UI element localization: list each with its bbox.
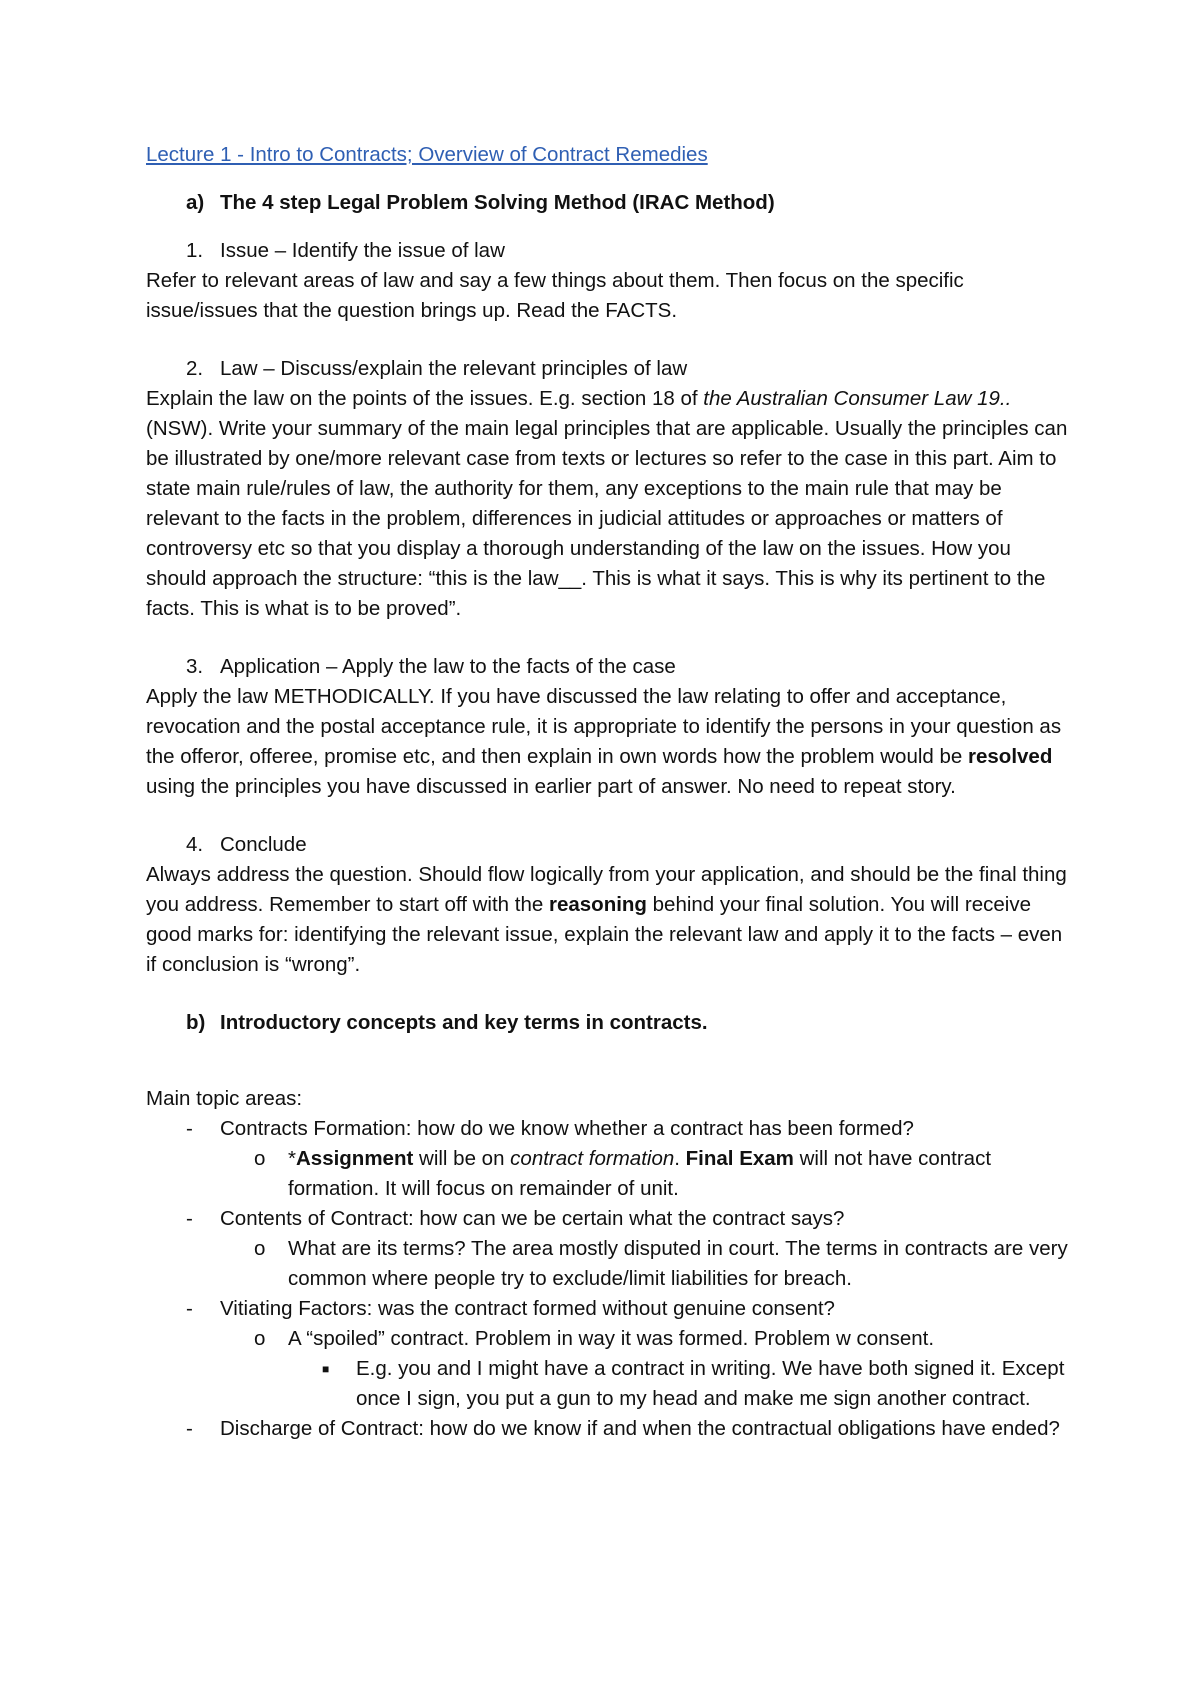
list-item-text: E.g. you and I might have a contract in writing. We have both signed it. Except once I sign, you put a gun to my head and make me sign another contract.	[356, 1357, 1065, 1410]
list-item-text: Discharge of Contract: how do we know if and when the contractual obligations have ended?	[220, 1417, 1060, 1440]
list-item-text: Contracts Formation: how do we know whether a contract has been formed?	[220, 1117, 914, 1140]
step-issue-body: Refer to relevant areas of law and say a few things about them. Then focus on the specific issue/issues that the question brings up. Read the FACTS.	[146, 269, 964, 322]
text-run: *	[288, 1147, 296, 1170]
step-issue-heading	[146, 236, 1076, 266]
section-b-heading	[146, 1008, 1076, 1038]
step-title: Conclude	[220, 833, 307, 856]
list-subitem-assignment	[146, 1144, 1076, 1204]
list-item-discharge	[146, 1414, 1076, 1444]
list-item-text: Vitiating Factors: was the contract formed without genuine consent?	[220, 1297, 835, 1320]
list-item-formation	[146, 1114, 1076, 1144]
document-page	[146, 140, 1076, 1444]
section-b-title: Introductory concepts and key terms in contracts.	[220, 1011, 708, 1034]
text-run: will not have contract formation. It will focus on remainder of unit.	[288, 1147, 992, 1200]
section-b-label: b)	[186, 1011, 206, 1034]
italic-term: contract formation	[510, 1147, 675, 1170]
step-conclude-heading	[146, 830, 1076, 860]
text-run: using the principles you have discussed in earlier part of answer. No need to repeat story.	[146, 775, 956, 798]
list-item-text: Contents of Contract: how can we be certain what the contract says?	[220, 1207, 845, 1230]
lecture-title[interactable]: Lecture 1 - Intro to Contracts; Overview of Contract Remedies	[146, 143, 708, 166]
text-run: Apply the law METHODICALLY. If you have discussed the law relating to offer and acceptance, revocation and the postal acceptance rule, it is appropriate to identify the persons in your question as the offeror, offeree, promise etc, and then explain in own words how the problem would be	[146, 685, 1062, 768]
list-subitem-spoiled	[146, 1324, 1076, 1354]
step-title: Application – Apply the law to the facts of the case	[220, 655, 676, 678]
list-item-text	[288, 1144, 1076, 1204]
bold-term: Assignment	[295, 1147, 414, 1170]
section-a-title: The 4 step Legal Problem Solving Method (IRAC Method)	[220, 191, 775, 214]
text-run: (NSW). Write your summary of the main legal principles that are applicable. Usually the principles can be illustrated by one/more relevant case from texts or lectures so refer to the case in this part. Aim to state main rule/rules of law, the authority for them, any exceptions to the main rule that may be relevant to the facts in the problem, differences in judicial attitudes or approaches or matters of controversy etc so that you display a thorough understanding of the law on the issues. How you should approach the structure: “this is the law__. This is what it says. This is why its pertinent to the facts. This is what is to be proved”.	[146, 417, 1068, 620]
step-application-heading	[146, 652, 1076, 682]
dash-bullet: -	[186, 1207, 193, 1230]
bold-term: Final Exam	[685, 1147, 794, 1170]
dash-bullet: -	[186, 1297, 193, 1320]
step-title: Law – Discuss/explain the relevant principles of law	[220, 357, 688, 380]
list-item-vitiating	[146, 1294, 1076, 1324]
circle-bullet: o	[254, 1327, 266, 1350]
list-item-text: What are its terms? The area mostly disputed in court. The terms in contracts are very common where people try to exclude/limit liabilities for breach.	[288, 1237, 1068, 1290]
list-item-contents	[146, 1204, 1076, 1234]
section-a-heading	[146, 188, 1076, 218]
topic-intro: Main topic areas:	[146, 1087, 303, 1110]
step-number: 2.	[186, 357, 204, 380]
text-run: Explain the law on the points of the issues. E.g. section 18 of	[146, 387, 704, 410]
dash-bullet: -	[186, 1117, 193, 1140]
step-law-heading	[146, 354, 1076, 384]
section-a-label: a)	[186, 191, 205, 214]
italic-citation: the Australian Consumer Law 19..	[703, 387, 1012, 410]
text-run: behind your final solution. You will receive good marks for: identifying the relevant issue, explain the relevant law and apply it to the facts – even if conclusion is “wrong”.	[146, 893, 1063, 976]
bold-term: reasoning	[548, 893, 647, 916]
bold-term: resolved	[968, 745, 1053, 768]
topic-list	[146, 1114, 1076, 1444]
circle-bullet: o	[254, 1237, 266, 1260]
spacer	[146, 1056, 1076, 1084]
step-application-body	[146, 682, 1076, 802]
square-bullet: ■	[322, 1362, 330, 1376]
list-item-text: A “spoiled” contract. Problem in way it was formed. Problem w consent.	[288, 1327, 935, 1350]
text-run: .	[674, 1147, 686, 1170]
circle-bullet: o	[254, 1147, 266, 1170]
step-law-body	[146, 384, 1076, 624]
step-number: 1.	[186, 239, 204, 262]
step-number: 3.	[186, 655, 204, 678]
text-run: will be on	[413, 1147, 511, 1170]
step-number: 4.	[186, 833, 204, 856]
list-subitem-terms	[146, 1234, 1076, 1294]
text-run: Always address the question. Should flow logically from your application, and should be the final thing you address. Remember to start off with the	[146, 863, 1067, 916]
list-subsubitem-example	[146, 1354, 1076, 1414]
step-conclude-body	[146, 860, 1076, 980]
step-title: Issue – Identify the issue of law	[220, 239, 505, 262]
dash-bullet: -	[186, 1417, 193, 1440]
